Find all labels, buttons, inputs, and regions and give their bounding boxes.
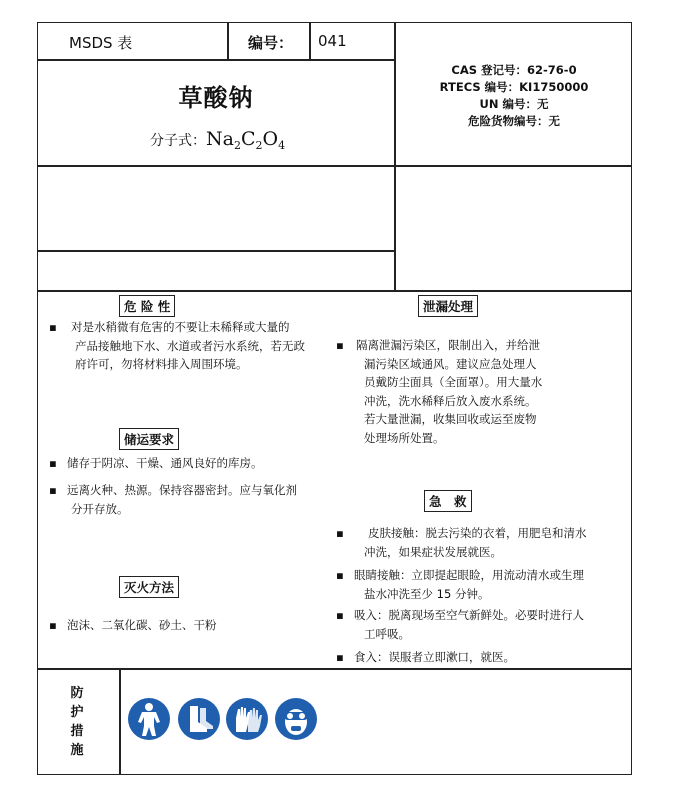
formula-label: 分子式： [150, 133, 206, 149]
divider [309, 22, 311, 59]
first-aid-item: ▪ 皮肤接触：脱去污染的衣着，用肥皂和清水 冲洗，如果症状发展就医。 [336, 526, 587, 559]
leak-heading: 泄漏处理 [418, 295, 478, 317]
hazard-item: ▪ 对是水稍微有危害的不要让未稀释或大量的 产品接触地下水、水道或者污水系统，若无政 府许可，勿将材料排入周围环境。 [49, 320, 305, 371]
number-value: 041 [318, 32, 347, 50]
storage-heading: 储运要求 [119, 428, 179, 450]
formula-element: C [240, 128, 256, 150]
rtecs-number: RTECS 编号：KI1750000 [439, 80, 589, 94]
first-aid-heading: 急 救 [424, 490, 472, 512]
substance-name: 草酸钠 [178, 83, 254, 112]
molecular-formula [150, 128, 285, 152]
protective-gloves-icon [226, 698, 268, 740]
form-label: MSDS 表 [69, 34, 133, 52]
storage-item: ▪ 远离火种、热源。保持容器密封。应与氧化剂 分开存放。 [49, 483, 297, 516]
cas-number: CAS 登记号：62-76-0 [451, 63, 577, 77]
formula-subscript: 4 [278, 139, 286, 153]
divider [37, 250, 395, 252]
number-label: 编号： [248, 34, 294, 52]
divider [37, 59, 395, 61]
divider [37, 290, 632, 292]
fire-fighting-heading: 灭火方法 [119, 576, 179, 598]
divider [119, 668, 121, 775]
un-number: UN 编号：无 [479, 97, 549, 111]
first-aid-item: ▪ 食入：误服者立即漱口，就医。 [336, 650, 515, 664]
hazard-heading: 危 险 性 [119, 295, 175, 317]
safety-boots-icon [178, 698, 220, 740]
protection-label: 防 护 措 施 [70, 686, 84, 758]
first-aid-item: ▪ 吸入：脱离现场至空气新鲜处。必要时进行人 工呼吸。 [336, 608, 584, 641]
formula-element: Na [206, 128, 234, 150]
registry-codes [396, 62, 632, 130]
leak-item: ▪ 隔离泄漏污染区，限制出入，并给泄 漏污染区域通风。建议应急处理人 员戴防尘面具（全面罩）。用大量水 冲洗，洗水稀释后放入废水系统。 若大量泄漏，收集回收或运至废物 处理场所处置。 [336, 338, 543, 445]
protective-suit-icon [128, 698, 170, 740]
fire-fighting-item: ▪ 泡沫、二氧化碳、砂土、干粉 [49, 618, 217, 632]
formula-subscript: 2 [233, 139, 241, 153]
formula-element: O [262, 128, 279, 150]
dangerous-goods-number: 危险货物编号：无 [468, 114, 560, 128]
first-aid-item: ▪ 眼睛接触：立即提起眼睑，用流动清水或生理 盐水冲洗至少 15 分钟。 [336, 568, 584, 601]
divider [37, 165, 632, 167]
formula-subscript: 2 [255, 139, 263, 153]
goggles-mask-icon [275, 698, 317, 740]
divider [227, 22, 229, 59]
divider [37, 668, 632, 670]
storage-item: ▪ 储存于阴凉、干燥、通风良好的库房。 [49, 456, 263, 470]
